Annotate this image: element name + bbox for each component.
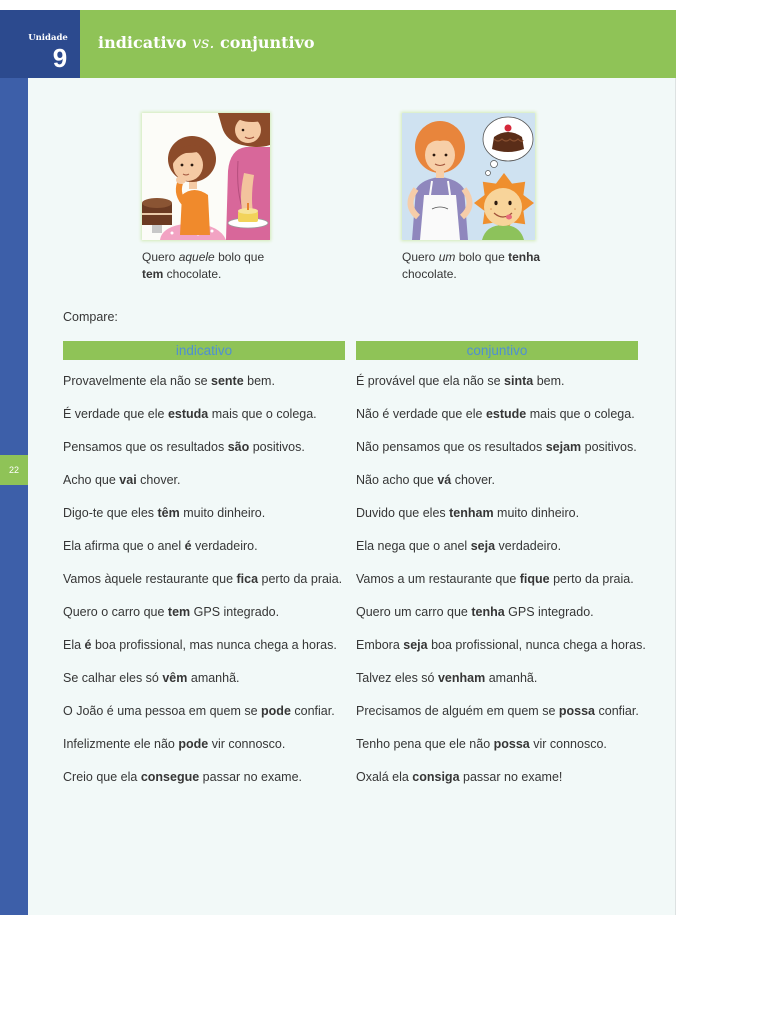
verb-form: são	[227, 439, 250, 454]
title-part: indicativo	[98, 33, 187, 52]
sentence-text: chover.	[136, 472, 181, 487]
sentence-text: boa profissional, nunca chega a horas.	[427, 638, 646, 653]
sentence-row	[63, 398, 349, 431]
sentence-text: Quero um carro que	[356, 605, 472, 620]
sentence-text: muito dinheiro.	[493, 505, 580, 520]
sentence-text: bem.	[533, 373, 565, 388]
sentence-text: amanhã.	[187, 671, 240, 686]
sentence-text: Ela nega que o anel	[356, 538, 471, 553]
unit-number: 9	[52, 43, 68, 73]
sentence-row	[356, 662, 656, 695]
sentence-row	[356, 398, 656, 431]
right-illustration-caption	[402, 249, 540, 283]
sentence-row	[63, 497, 349, 530]
verb-form: fica	[236, 571, 259, 586]
verb-form: estuda	[167, 406, 209, 421]
conjuntivo-column	[356, 365, 656, 795]
verb-form: vai	[119, 472, 137, 487]
sentence-text: mais que o colega.	[208, 406, 317, 421]
sentence-text: Ela afirma que o anel	[63, 538, 185, 553]
sentence-row	[356, 761, 656, 794]
page-header	[80, 10, 676, 78]
caption-text: chocolate.	[402, 267, 457, 281]
verb-form: possa	[558, 704, 596, 719]
sentence-text: Não acho que	[356, 472, 438, 487]
verb-form: possa	[493, 737, 530, 752]
verb-form: é	[184, 538, 192, 553]
sentence-text: bem.	[243, 373, 275, 388]
sentence-text: Quero o carro que	[63, 605, 168, 620]
sentence-row	[356, 695, 656, 728]
verb-form: tenha	[471, 605, 505, 620]
verb-form: sinta	[504, 373, 534, 388]
sentence-text: passar no exame.	[199, 770, 303, 785]
caption-text: Quero	[402, 250, 439, 264]
verb-form: estude	[485, 406, 527, 421]
sentence-row	[63, 365, 349, 398]
sentence-text: amanhã.	[485, 671, 538, 686]
sentence-text: Provavelmente ela não se	[63, 373, 212, 388]
column-heading-conjuntivo: conjuntivo	[356, 341, 638, 360]
sentence-row	[63, 629, 349, 662]
girl-with-cake-illustration	[142, 113, 270, 240]
verb-form: consiga	[412, 770, 460, 785]
verb-form: venham	[437, 671, 486, 686]
page-number: 22	[0, 455, 28, 485]
verb-form: sejam	[545, 439, 582, 454]
verb-form: vá	[437, 472, 452, 487]
sentence-row	[63, 563, 349, 596]
sentence-text: Se calhar eles só	[63, 671, 163, 686]
sentence-text: Digo-te que eles	[63, 505, 158, 520]
sentence-row	[356, 431, 656, 464]
unit-label: Unidade	[28, 33, 68, 43]
sentence-row	[63, 695, 349, 728]
sentence-text: Não pensamos que os resultados	[356, 439, 546, 454]
sentence-text: vir connosco.	[529, 737, 607, 752]
sentence-text: vir connosco.	[208, 737, 286, 752]
verb-form: fique	[519, 571, 550, 586]
caption-emphasis: um	[438, 250, 456, 264]
sentence-text: confiar.	[290, 704, 335, 719]
sentence-text: verdadeiro.	[191, 538, 258, 553]
sentence-text: positivos.	[249, 439, 305, 454]
sentence-row	[63, 464, 349, 497]
verb-form: seja	[403, 638, 428, 653]
right-illustration	[402, 113, 535, 240]
page-title	[98, 33, 315, 53]
verb-form: seja	[470, 538, 496, 553]
sentence-text: Ela	[63, 638, 85, 653]
verb-form: tem	[167, 605, 191, 620]
sentence-text: muito dinheiro.	[179, 505, 266, 520]
title-vs: vs.	[192, 33, 215, 52]
sentence-row	[356, 497, 656, 530]
sentence-text: O João é uma pessoa em quem se	[63, 704, 262, 719]
verb-form: pode	[178, 737, 209, 752]
unit-badge	[0, 10, 80, 78]
caption-text: chocolate.	[163, 267, 222, 281]
caption-text: Quero	[142, 250, 179, 264]
sentence-text: Infelizmente ele não	[63, 737, 179, 752]
sentence-row	[63, 431, 349, 464]
title-part: conjuntivo	[220, 33, 315, 52]
caption-verb: tem	[142, 267, 164, 281]
indicativo-column	[63, 365, 349, 795]
verb-form: sente	[211, 373, 244, 388]
column-heading-indicativo: indicativo	[63, 341, 345, 360]
sentence-text: É verdade que ele	[63, 406, 168, 421]
sentence-row	[356, 530, 656, 563]
sentence-text: perto da praia.	[549, 571, 634, 586]
sentence-text: Talvez eles só	[356, 671, 438, 686]
sentence-row	[356, 365, 656, 398]
sentence-row	[356, 596, 656, 629]
sentence-text: Vamos a um restaurante que	[356, 571, 520, 586]
sentence-text: boa profissional, mas nunca chega a horas.	[91, 638, 337, 653]
sentence-text: GPS integrado.	[504, 605, 594, 620]
verb-form: pode	[261, 704, 291, 719]
left-illustration-caption	[142, 249, 264, 283]
sentence-text: Pensamos que os resultados	[63, 439, 228, 454]
sentence-text: Não é verdade que ele	[356, 406, 486, 421]
caption-text: bolo que	[455, 250, 509, 264]
sentence-text: Vamos àquele restaurante que	[63, 571, 237, 586]
sentence-row	[356, 629, 656, 662]
sentence-text: confiar.	[595, 704, 639, 719]
sentence-row	[63, 662, 349, 695]
sentence-text: Duvido que eles	[356, 505, 450, 520]
sentence-row	[356, 464, 656, 497]
sentence-text: Acho que	[63, 472, 120, 487]
compare-label: Compare:	[63, 310, 118, 324]
sentence-row	[63, 728, 349, 761]
verb-form: tenham	[449, 505, 494, 520]
caption-text: bolo que	[214, 250, 265, 264]
sentence-text: Embora	[356, 638, 404, 653]
left-illustration	[142, 113, 270, 240]
verb-form: vêm	[162, 671, 188, 686]
caption-verb: tenha	[508, 250, 541, 264]
verb-form: têm	[157, 505, 180, 520]
sentence-text: Tenho pena que ele não	[356, 737, 494, 752]
sentence-text: mais que o colega.	[526, 406, 635, 421]
verb-form: é	[84, 638, 92, 653]
sentence-row	[63, 530, 349, 563]
sentence-row	[356, 728, 656, 761]
girl-dreaming-of-cake-illustration	[402, 113, 535, 240]
sentence-text: passar no exame!	[459, 770, 563, 785]
sentence-row	[63, 596, 349, 629]
caption-emphasis: aquele	[178, 250, 215, 264]
verb-form: consegue	[140, 770, 200, 785]
sentence-row	[356, 563, 656, 596]
sentence-text: GPS integrado.	[190, 605, 280, 620]
sentence-text: perto da praia.	[258, 571, 343, 586]
sentence-text: chover.	[451, 472, 495, 487]
sentence-row	[63, 761, 349, 794]
sentence-text: Precisamos de alguém em quem se	[356, 704, 559, 719]
sentence-text: positivos.	[581, 439, 637, 454]
sentence-text: Oxalá ela	[356, 770, 413, 785]
sentence-text: verdadeiro.	[495, 538, 562, 553]
sentence-text: É provável que ela não se	[356, 373, 505, 388]
sentence-text: Creio que ela	[63, 770, 141, 785]
